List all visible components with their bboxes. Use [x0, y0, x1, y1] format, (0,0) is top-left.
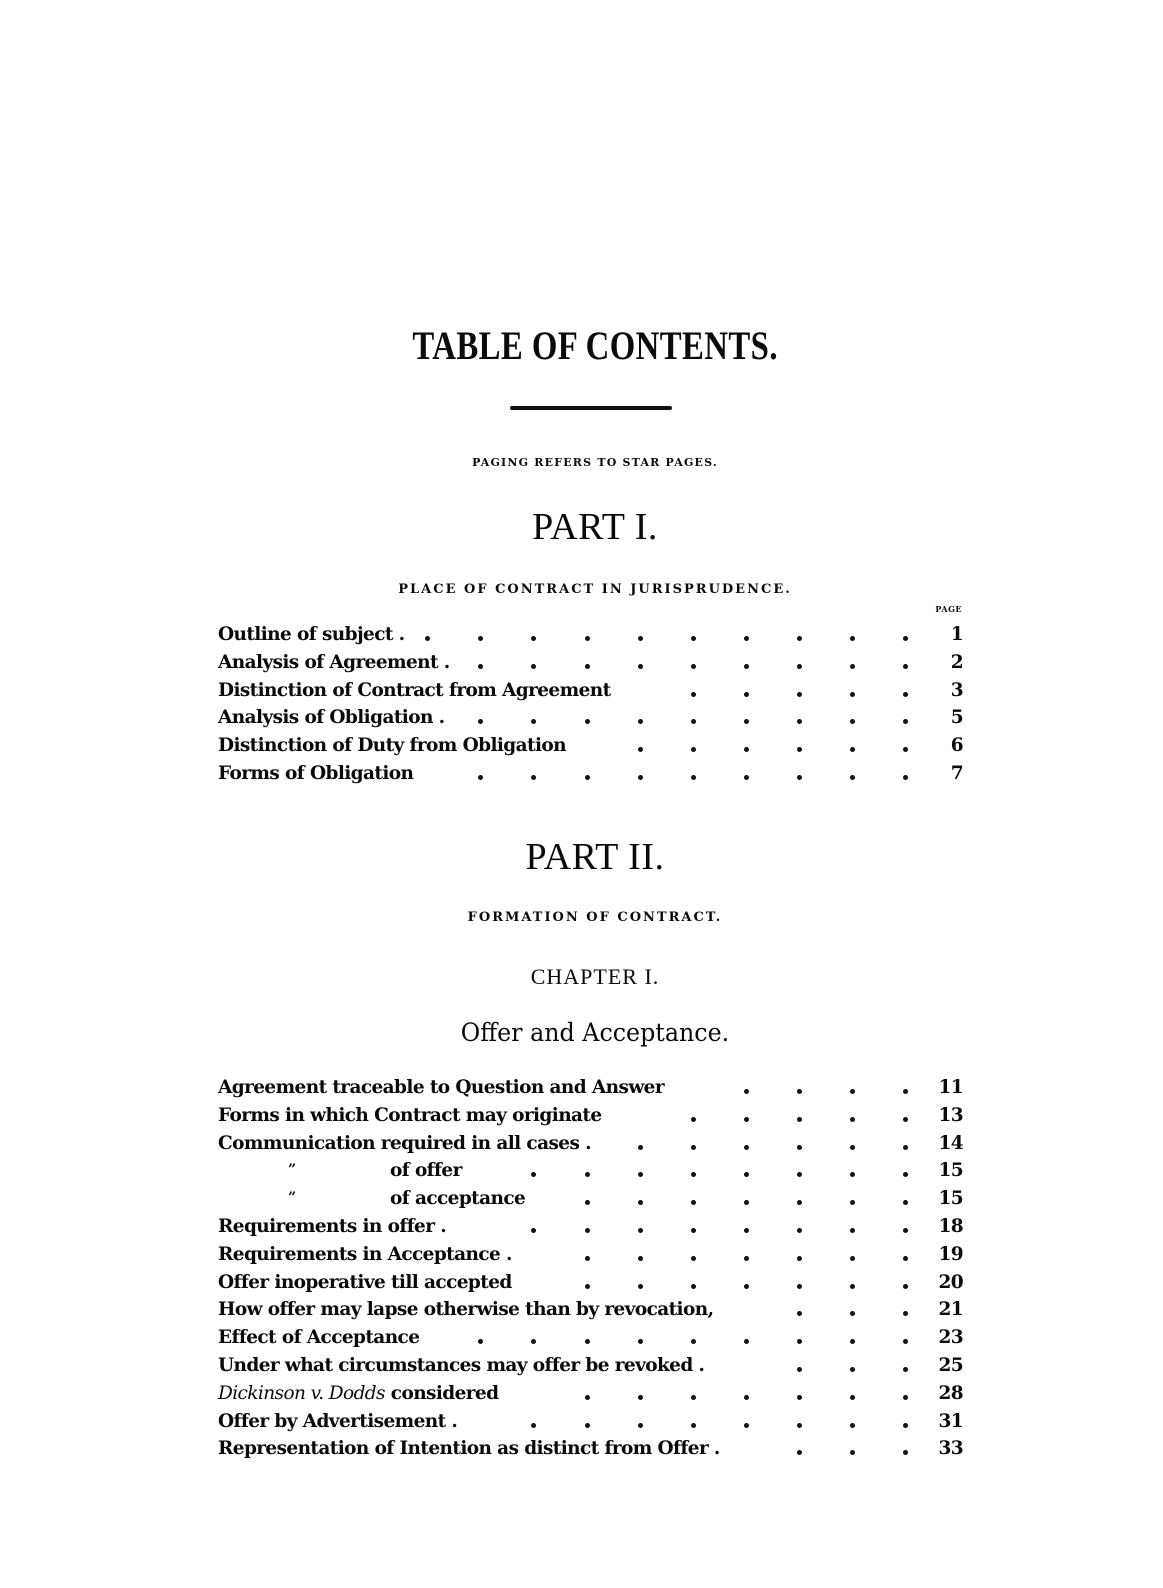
- toc-entry-text: Requirements in offer .: [218, 1215, 447, 1237]
- toc-entry[interactable]: [218, 732, 963, 760]
- toc-entry-label: [218, 732, 572, 760]
- toc-entry-label: [218, 1130, 597, 1158]
- toc-entry[interactable]: [218, 1408, 963, 1436]
- toc-entry-text: Communication required in all cases .: [218, 1132, 591, 1154]
- toc-page-number: 28: [938, 1382, 963, 1404]
- toc-page-number: 13: [938, 1104, 963, 1126]
- toc-entry-text: considered: [384, 1382, 499, 1404]
- toc-entry[interactable]: [218, 1241, 963, 1269]
- toc-title: TABLE OF CONTENTS.: [412, 323, 778, 368]
- toc-page-number: 1: [950, 624, 963, 645]
- toc-page-number: 31: [938, 1410, 963, 1432]
- title-divider-rule: [510, 406, 672, 410]
- toc-entry-label: [218, 1352, 710, 1380]
- toc-page-number: 20: [938, 1271, 963, 1293]
- toc-entry-label: [218, 1269, 518, 1297]
- toc-page-number: 2: [950, 651, 963, 673]
- page-column-label: PAGE: [935, 604, 962, 614]
- toc-page-number: 5: [950, 707, 963, 729]
- toc-page-number: 19: [938, 1243, 963, 1265]
- toc-entry-label: [218, 1213, 452, 1241]
- toc-entry-text: Forms of Obligation: [218, 762, 414, 784]
- toc-entry-text: Effect of Acceptance: [218, 1327, 420, 1349]
- toc-page-number: 33: [938, 1438, 963, 1460]
- toc-entry[interactable]: [218, 1324, 963, 1352]
- toc-page-number: 11: [938, 1077, 963, 1098]
- dot-leader: [218, 1185, 905, 1213]
- toc-entry-label: [218, 1102, 608, 1130]
- toc-page-number: 3: [950, 679, 963, 701]
- part-1-entries: [218, 621, 963, 788]
- toc-entry-label: [218, 1408, 463, 1436]
- toc-entry-label: [218, 760, 419, 788]
- toc-entry-text: Offer by Advertisement .: [218, 1410, 458, 1432]
- ditto-mark: ”: [288, 1190, 296, 1207]
- toc-entry-text: of acceptance: [390, 1188, 526, 1210]
- toc-entry-label: [218, 1435, 726, 1463]
- part-1-subtitle: PLACE OF CONTRACT IN JURISPRUDENCE.: [398, 582, 792, 597]
- toc-entry-text: Requirements in Acceptance .: [218, 1243, 512, 1265]
- toc-entry-label: [218, 1074, 670, 1102]
- case-name: Dickinson v. Dodds: [218, 1382, 385, 1404]
- ditto-mark: ”: [288, 1162, 296, 1179]
- chapter-title: Offer and Acceptance.: [460, 1018, 730, 1047]
- toc-entry[interactable]: [218, 1352, 963, 1380]
- toc-entry[interactable]: [218, 1074, 963, 1102]
- toc-entry[interactable]: [218, 1102, 963, 1130]
- toc-page-number: 15: [938, 1160, 963, 1182]
- toc-entry-text: Outline of subject .: [218, 624, 405, 645]
- toc-entry-label: [218, 649, 456, 677]
- paging-note: PAGING REFERS TO STAR PAGES.: [472, 456, 718, 469]
- toc-entry-text: Distinction of Contract from Agreement: [218, 679, 611, 701]
- toc-page-number: 6: [950, 735, 963, 757]
- toc-entry[interactable]: [218, 704, 963, 732]
- toc-entry-label: [218, 704, 450, 732]
- toc-entry[interactable]: [218, 1157, 963, 1185]
- toc-entry-label: [390, 1157, 468, 1185]
- part-2-title: PART II.: [525, 836, 665, 878]
- toc-entry[interactable]: [218, 1380, 963, 1408]
- toc-entry-text: Under what circumstances may offer be revoked .: [218, 1354, 705, 1376]
- toc-entry[interactable]: [218, 760, 963, 788]
- toc-page-number: 21: [938, 1299, 963, 1321]
- toc-entry[interactable]: [218, 677, 963, 705]
- toc-entry-label: [218, 1324, 425, 1352]
- toc-page-number: 14: [938, 1132, 963, 1154]
- part-2-entries: [218, 1074, 963, 1463]
- toc-entry-label: [218, 621, 411, 649]
- toc-entry-label: [218, 1380, 504, 1408]
- toc-page-number: 23: [938, 1327, 963, 1349]
- toc-entry-label: [218, 1296, 719, 1324]
- toc-page-number: 15: [938, 1188, 963, 1210]
- toc-entry[interactable]: [218, 1296, 963, 1324]
- toc-entry[interactable]: [218, 649, 963, 677]
- toc-entry[interactable]: [218, 1435, 963, 1463]
- toc-entry-text: Offer inoperative till accepted: [218, 1271, 512, 1293]
- toc-entry[interactable]: [218, 1213, 963, 1241]
- toc-entry[interactable]: [218, 1130, 963, 1158]
- toc-entry-label: [218, 677, 617, 705]
- toc-entry-text: Analysis of Agreement .: [218, 651, 450, 673]
- dot-leader: [218, 1157, 905, 1185]
- toc-entry-text: Representation of Intention as distinct from Offer .: [218, 1438, 720, 1460]
- toc-page-number: 7: [950, 762, 963, 784]
- toc-entry[interactable]: [218, 1269, 963, 1297]
- toc-entry[interactable]: [218, 621, 963, 649]
- part-1-title: PART I.: [532, 506, 658, 548]
- toc-entry[interactable]: [218, 1185, 963, 1213]
- toc-entry-text: Agreement traceable to Question and Answer: [218, 1077, 664, 1098]
- part-2-subtitle: FORMATION OF CONTRACT.: [467, 910, 723, 925]
- toc-entry-text: Distinction of Duty from Obligation: [218, 735, 566, 757]
- toc-entry-text: Analysis of Obligation .: [218, 707, 445, 729]
- toc-page-number: 18: [938, 1215, 963, 1237]
- toc-entry-label: [390, 1185, 531, 1213]
- toc-entry-text: How offer may lapse otherwise than by revocation,: [218, 1299, 714, 1321]
- toc-entry-text: Forms in which Contract may originate: [218, 1104, 602, 1126]
- toc-entry-text: of offer: [390, 1160, 462, 1182]
- toc-entry-label: [218, 1241, 518, 1269]
- chapter-heading: CHAPTER I.: [530, 964, 660, 989]
- toc-page-number: 25: [938, 1354, 963, 1376]
